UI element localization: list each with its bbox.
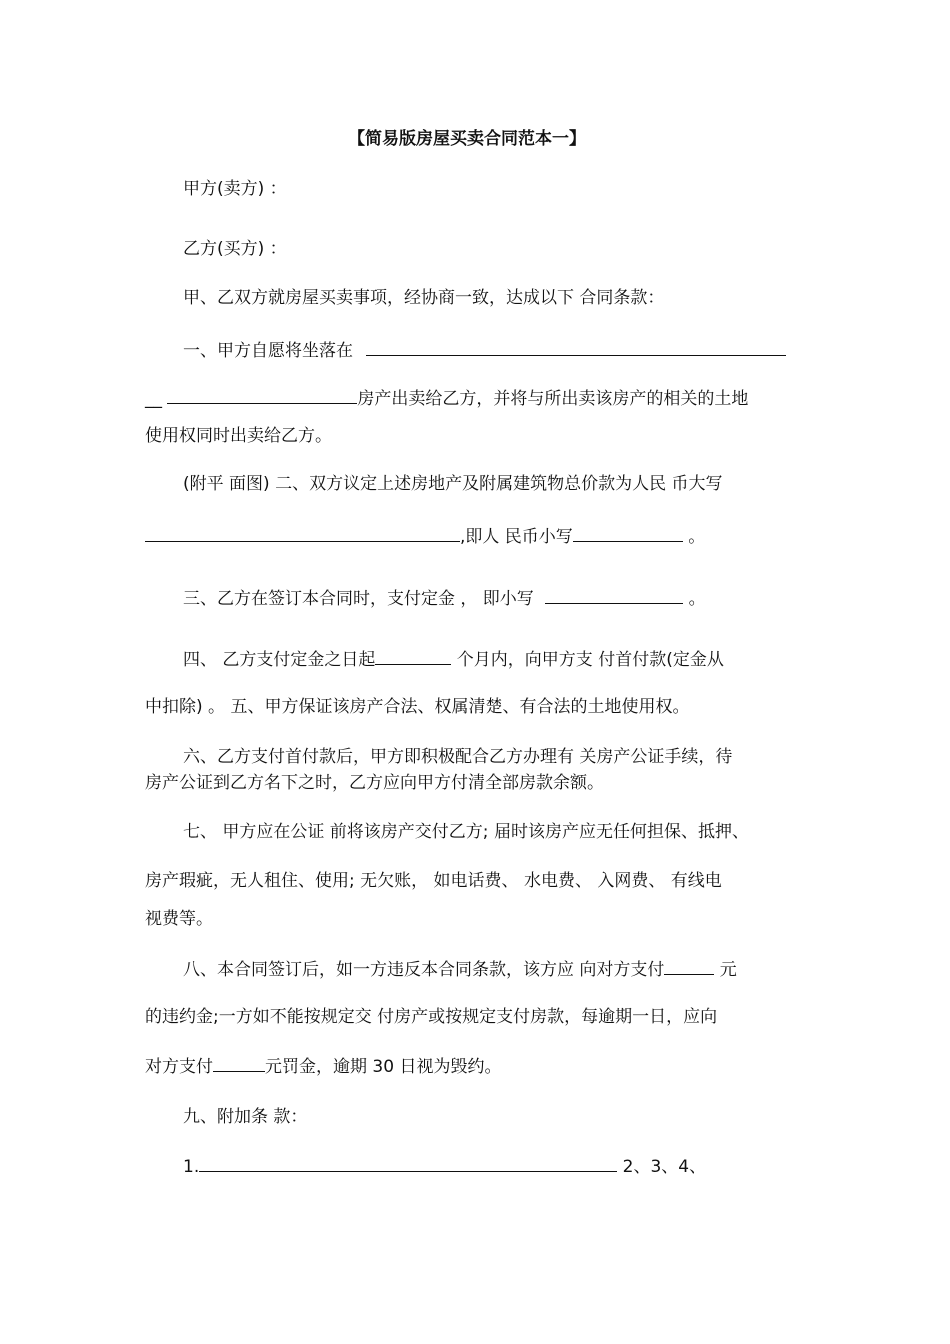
clause-4-text-end: 个月内，向甲方支 付首付款(定金从 bbox=[451, 650, 724, 670]
clause-2-line-1: (附平 面图) 二、双方议定上述房地产及附属建筑物总价款为人民 币大写 bbox=[183, 474, 723, 494]
location-blank-continued bbox=[167, 386, 357, 404]
clause-2-line-2 bbox=[145, 524, 705, 546]
clause-2-mid: ,即人 民币小写 bbox=[460, 527, 573, 547]
party-a-line: 甲方(卖方) ： bbox=[183, 179, 287, 199]
price-lowercase-blank bbox=[573, 524, 683, 542]
clause-1-text: 一、甲方自愿将坐落在 bbox=[183, 341, 353, 361]
clause-8-line-3 bbox=[145, 1054, 501, 1076]
clause-2-end: 。 bbox=[682, 527, 706, 547]
clause-3-text: 三、乙方在签订本合同时，支付定金 ， 即小写 bbox=[183, 589, 534, 609]
additional-terms-blank bbox=[199, 1154, 617, 1172]
location-blank bbox=[366, 338, 786, 356]
clause-3-end: 。 bbox=[683, 589, 706, 609]
clause-1-line-1 bbox=[183, 338, 786, 360]
price-uppercase-blank bbox=[145, 524, 460, 542]
clause-9-line-1: 九、附加条 款： bbox=[183, 1107, 308, 1127]
clause-7-line-2: 房产瑕疵，无人租住、使用; 无欠账， 如电话费、 水电费、 入网费、 有线电 bbox=[145, 871, 722, 891]
clause-8-line-2: 的违约金;一方如不能按规定交 付房产或按规定支付房款，每逾期一日，应向 bbox=[145, 1007, 718, 1027]
clause-9-end: 2、3、4、 bbox=[617, 1157, 707, 1177]
months-blank bbox=[375, 647, 451, 665]
clause-7-line-3: 视费等。 bbox=[145, 909, 213, 929]
clause-8-text-3: 对方支付 bbox=[145, 1057, 213, 1077]
clause-9-prefix: 1. bbox=[183, 1157, 200, 1177]
clause-1-prefix: __ bbox=[145, 389, 168, 409]
clause-8-line-1 bbox=[183, 957, 737, 979]
clause-8-text-3-end: 元罚金，逾期 30 日视为毁约。 bbox=[265, 1057, 502, 1077]
clause-9-line-2 bbox=[183, 1154, 706, 1176]
intro-line: 甲、乙双方就房屋买卖事项，经协商一致，达成以下 合同条款： bbox=[183, 288, 665, 308]
clause-4-text: 四、 乙方支付定金之日起 bbox=[183, 650, 376, 670]
clause-4-5-line: 中扣除) 。 五、甲方保证该房产合法、权属清楚、有合法的土地使用权。 bbox=[145, 697, 690, 717]
deposit-blank bbox=[545, 586, 683, 604]
clause-1-line-3: 使用权同时出卖给乙方。 bbox=[145, 426, 332, 446]
clause-7-line-1: 七、 甲方应在公证 前将该房产交付乙方; 届时该房产应无任何担保、抵押、 bbox=[183, 822, 749, 842]
daily-fine-blank bbox=[213, 1054, 265, 1072]
clause-3-line bbox=[183, 586, 706, 608]
clause-1-line-2 bbox=[145, 386, 748, 408]
penalty-blank bbox=[664, 957, 714, 975]
clause-6-line-1: 六、乙方支付首付款后，甲方即积极配合乙方办理有 关房产公证手续，待 bbox=[183, 747, 733, 767]
clause-8-text-end: 元 bbox=[714, 960, 737, 980]
party-b-line: 乙方(买方) ： bbox=[183, 239, 287, 259]
clause-1-text-2: 房产出卖给乙方，并将与所出卖该房产的相关的土地 bbox=[357, 389, 749, 409]
document-title: 【简易版房屋买卖合同范本一】 bbox=[348, 129, 586, 149]
clause-4-line-1 bbox=[183, 647, 724, 669]
clause-6-line-2: 房产公证到乙方名下之时，乙方应向甲方付清全部房款余额。 bbox=[145, 773, 604, 793]
clause-8-text: 八、本合同签订后，如一方违反本合同条款，该方应 向对方支付 bbox=[183, 960, 665, 980]
